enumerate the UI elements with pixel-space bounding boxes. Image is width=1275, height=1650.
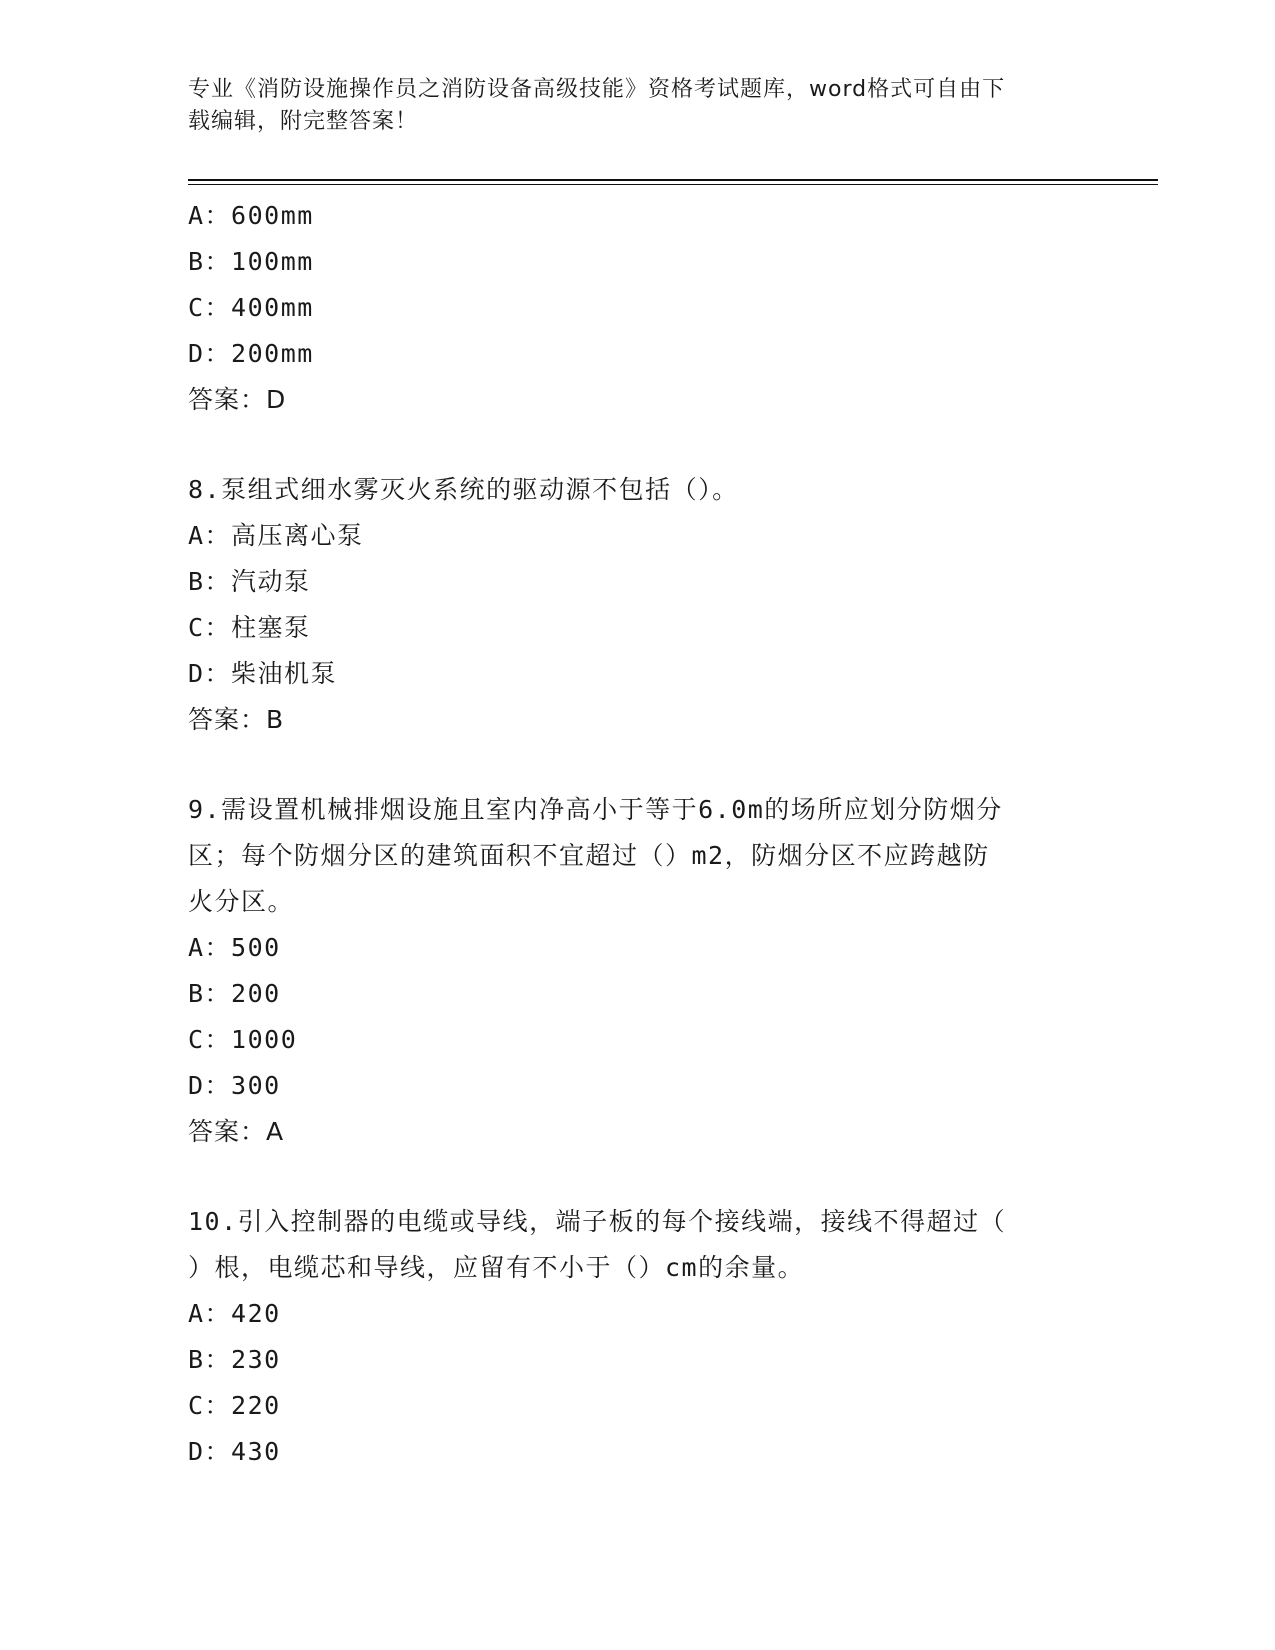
option-b: B：汽动泵 bbox=[188, 567, 311, 596]
option-c: C：1000 bbox=[188, 1025, 298, 1054]
answer: 答案：D bbox=[188, 385, 287, 414]
option-d: D：200mm bbox=[188, 339, 314, 368]
option-b: B：230 bbox=[188, 1345, 281, 1374]
option-a: A：420 bbox=[188, 1299, 281, 1328]
question-text: 8.泵组式细水雾灭火系统的驱动源不包括（）。 bbox=[188, 475, 739, 504]
header-divider-thin bbox=[188, 184, 1158, 185]
option-d: D：柴油机泵 bbox=[188, 659, 338, 688]
question-text-line-1: 9.需设置机械排烟设施且室内净高小于等于6.0m的场所应划分防烟分 bbox=[188, 795, 1003, 824]
option-c: C：400mm bbox=[188, 293, 314, 322]
option-d: D：300 bbox=[188, 1071, 281, 1100]
header-line-1: 专业《消防设施操作员之消防设备高级技能》资格考试题库，word格式可自由下 bbox=[188, 77, 1006, 102]
question-text-line-3: 火分区。 bbox=[188, 887, 295, 916]
question-7 bbox=[188, 193, 1088, 423]
option-b: B：100mm bbox=[188, 247, 314, 276]
question-9 bbox=[188, 787, 1088, 1155]
header-divider-thick bbox=[188, 179, 1158, 181]
option-c: C：220 bbox=[188, 1391, 281, 1420]
option-a: A：高压离心泵 bbox=[188, 521, 364, 550]
option-a: A：500 bbox=[188, 933, 281, 962]
header-line-2: 载编辑，附完整答案！ bbox=[188, 109, 419, 134]
question-list bbox=[188, 193, 1088, 1475]
answer: 答案：A bbox=[188, 1117, 285, 1146]
option-b: B：200 bbox=[188, 979, 281, 1008]
document-header bbox=[188, 74, 1068, 138]
answer: 答案：B bbox=[188, 705, 285, 734]
option-d: D：430 bbox=[188, 1437, 281, 1466]
question-10 bbox=[188, 1199, 1088, 1475]
option-c: C：柱塞泵 bbox=[188, 613, 311, 642]
question-8 bbox=[188, 467, 1088, 743]
question-text-line-2: ）根，电缆芯和导线，应留有不小于（）cm的余量。 bbox=[188, 1253, 805, 1282]
question-text-line-2: 区；每个防烟分区的建筑面积不宜超过（）m2，防烟分区不应跨越防 bbox=[188, 841, 990, 870]
option-a: A：600mm bbox=[188, 201, 314, 230]
question-text-line-1: 10.引入控制器的电缆或导线，端子板的每个接线端，接线不得超过（ bbox=[188, 1207, 1007, 1236]
